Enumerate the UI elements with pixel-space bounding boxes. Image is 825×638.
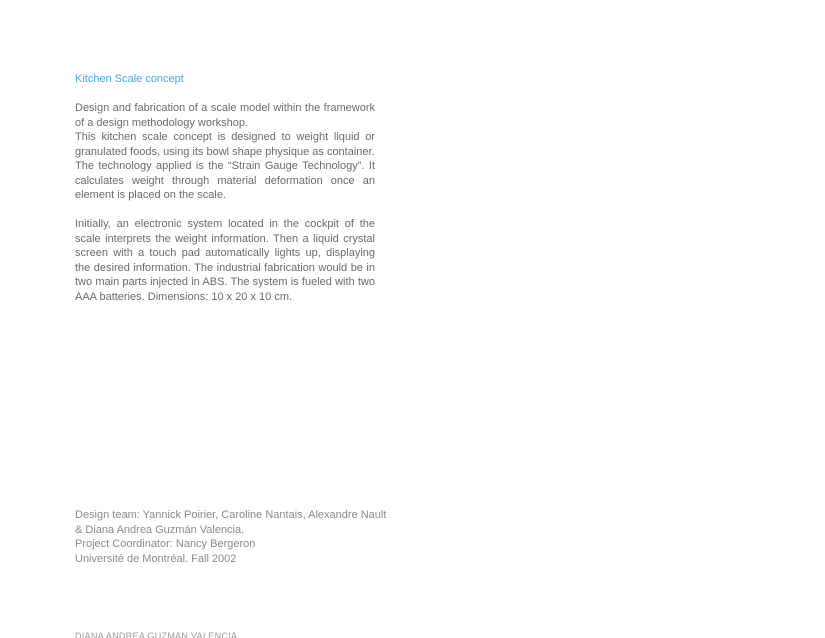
design-team-credit: Design team: Yannick Poirier, Caroline Nantais, Alexandre Nault & Diana Andrea Guzmán Valencia. [75,509,387,536]
description-line: Design and fabrication of a scale model within the framework of a design methodology workshop. [75,102,375,129]
page-title: Kitchen Scale concept [75,73,184,85]
description-line: This kitchen scale concept is designed to weight liquid or granulated foods, using its bowl shape physique as container. [75,131,375,158]
footer-text: DIANA ANDREA GUZMÁN VALENCIA [75,632,238,638]
description-paragraph-2 [75,217,375,304]
description-paragraph-1 [75,101,375,203]
project-coordinator-credit: Project Coordinator: Nancy Bergeron [75,538,256,550]
footer-text-clip [75,632,255,638]
description-line: The technology applied is the “Strain Gauge Technology”. It calculates weight through material deformation once an element is placed on the scale. [75,160,375,201]
credits-block [75,508,395,566]
description-line: Initially, an electronic system located in the cockpit of the scale interprets the weight information. Then a liquid crystal screen with a touch pad automatically lights up, displaying the desired information. The industrial fabrication would be in two main parts injected in ABS. The system is fueled with two AAA batteries. Dimensions: 10 x 20 x 10 cm. [75,218,375,303]
school-credit: Université de Montréal. Fall 2002 [75,552,237,565]
